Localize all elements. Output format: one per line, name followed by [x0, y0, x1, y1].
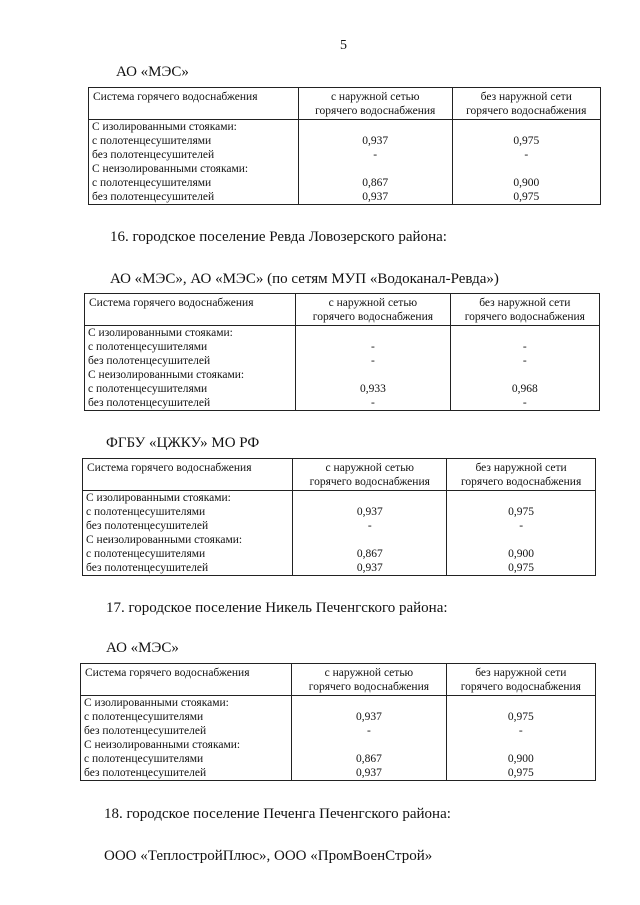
header-without-network: [446, 664, 595, 696]
value-without-network: [446, 696, 595, 711]
value-without-network: -: [446, 724, 595, 738]
row-label: с полотенцесушителями: [89, 176, 299, 190]
row-label: С изолированными стояками:: [89, 120, 299, 135]
value-without-network: 0,975: [452, 134, 601, 148]
page-number: 5: [340, 38, 347, 53]
value-without-network: [452, 120, 601, 135]
value-without-network: 0,900: [447, 547, 596, 561]
org-heading-mes-nikel: АО «МЭС»: [106, 640, 179, 656]
value-with-network: 0,937: [293, 505, 447, 519]
row-label: без полотенцесушителей: [83, 561, 293, 576]
table-row: [81, 710, 596, 724]
row-label: без полотенцесушителей: [85, 396, 296, 411]
header-without-network-line1: без наружной сети: [480, 91, 572, 103]
value-without-network: [450, 368, 599, 382]
header-without-network-line2: горячего водоснабжения: [466, 105, 587, 117]
row-label: с полотенцесушителями: [81, 752, 292, 766]
tariff-table-fgbu: [82, 458, 596, 576]
row-label: без полотенцесушителей: [89, 148, 299, 162]
row-label: с полотенцесушителями: [81, 710, 292, 724]
row-label: без полотенцесушителей: [89, 190, 299, 205]
row-label: с полотенцесушителями: [83, 547, 293, 561]
header-without-network-line1: без наружной сети: [479, 297, 571, 309]
value-without-network: [450, 326, 599, 341]
org-heading-teplostroy: ООО «ТеплостройПлюс», ООО «ПромВоенСтрой»: [104, 848, 433, 864]
value-with-network: 0,937: [292, 710, 447, 724]
value-with-network: [296, 368, 451, 382]
header-without-network: [447, 459, 596, 491]
row-label: С изолированными стояками:: [83, 491, 293, 506]
row-label: без полотенцесушителей: [83, 519, 293, 533]
value-with-network: 0,867: [298, 176, 452, 190]
row-label: с полотенцесушителями: [85, 382, 296, 396]
table-row: [81, 766, 596, 781]
value-with-network: 0,867: [292, 752, 447, 766]
row-label: С изолированными стояками:: [85, 326, 296, 341]
header-system: Система горячего водоснабжения: [81, 664, 292, 696]
value-without-network: 0,968: [450, 382, 599, 396]
table-row: [85, 396, 600, 411]
value-without-network: 0,975: [447, 561, 596, 576]
header-without-network-line2: горячего водоснабжения: [460, 476, 582, 488]
table-row: [83, 505, 596, 519]
table-row: [83, 533, 596, 547]
row-label: с полотенцесушителями: [89, 134, 299, 148]
table-row: [81, 752, 596, 766]
header-with-network: [293, 459, 447, 491]
table-row: [81, 738, 596, 752]
section-18-title: 18. городское поселение Печенга Печенгского района:: [104, 806, 451, 822]
value-with-network: -: [298, 148, 452, 162]
value-without-network: [446, 738, 595, 752]
tariff-table-mes-1: [88, 87, 601, 205]
value-without-network: 0,975: [446, 710, 595, 724]
table-row: [81, 724, 596, 738]
header-with-network-line1: с наружной сетью: [324, 667, 414, 679]
table-row: [85, 354, 600, 368]
value-without-network: -: [450, 354, 599, 368]
row-label: С неизолированными стояками:: [85, 368, 296, 382]
value-with-network: [298, 120, 452, 135]
header-without-network: [450, 294, 599, 326]
value-without-network: 0,975: [446, 766, 595, 781]
row-label: без полотенцесушителей: [85, 354, 296, 368]
value-without-network: [447, 533, 596, 547]
table-row: [89, 148, 601, 162]
header-with-network-line2: горячего водоснабжения: [309, 476, 430, 488]
value-with-network: 0,937: [293, 561, 447, 576]
row-label: С неизолированными стояками:: [89, 162, 299, 176]
table-row: [89, 176, 601, 190]
value-without-network: -: [452, 148, 601, 162]
header-with-network-line1: с наружной сетью: [325, 462, 415, 474]
org-heading-mes-revda: АО «МЭС», АО «МЭС» (по сетям МУП «Водоканал-Ревда»): [110, 271, 499, 287]
header-without-network-line1: без наружной сети: [475, 462, 567, 474]
value-with-network: [293, 491, 447, 506]
header-with-network: [292, 664, 447, 696]
table-row: [83, 491, 596, 506]
header-with-network-line2: горячего водоснабжения: [315, 105, 436, 117]
row-label: с полотенцесушителями: [85, 340, 296, 354]
table-row: [89, 120, 601, 135]
value-with-network: -: [296, 340, 451, 354]
value-with-network: [298, 162, 452, 176]
value-without-network: -: [450, 340, 599, 354]
value-without-network: [452, 162, 601, 176]
section-17-title: 17. городское поселение Никель Печенгского района:: [106, 600, 448, 616]
header-system: Система горячего водоснабжения: [83, 459, 293, 491]
org-heading-mes-1: АО «МЭС»: [116, 64, 189, 80]
table-header-row: [85, 294, 600, 326]
table-header-row: [89, 88, 601, 120]
table-header-row: [81, 664, 596, 696]
section-16-title: 16. городское поселение Ревда Ловозерского района:: [110, 229, 447, 245]
header-with-network-line1: с наружной сетью: [328, 297, 418, 309]
header-without-network-line1: без наружной сети: [475, 667, 567, 679]
value-without-network: [447, 491, 596, 506]
row-label: С неизолированными стояками:: [81, 738, 292, 752]
table-row: [83, 519, 596, 533]
table-row: [85, 382, 600, 396]
header-without-network-line2: горячего водоснабжения: [464, 311, 585, 323]
row-label: без полотенцесушителей: [81, 766, 292, 781]
value-with-network: 0,937: [298, 134, 452, 148]
value-without-network: -: [447, 519, 596, 533]
value-without-network: 0,975: [452, 190, 601, 205]
table-row: [83, 547, 596, 561]
table-row: [85, 368, 600, 382]
header-system: Система горячего водоснабжения: [89, 88, 299, 120]
header-with-network-line1: с наружной сетью: [330, 91, 420, 103]
value-with-network: -: [296, 396, 451, 411]
row-label: С изолированными стояками:: [81, 696, 292, 711]
value-without-network: 0,900: [452, 176, 601, 190]
org-heading-fgbu: ФГБУ «ЦЖКУ» МО РФ: [106, 435, 260, 451]
value-without-network: 0,900: [446, 752, 595, 766]
value-with-network: 0,937: [298, 190, 452, 205]
table-row: [83, 561, 596, 576]
table-row: [89, 162, 601, 176]
value-without-network: 0,975: [447, 505, 596, 519]
row-label: без полотенцесушителей: [81, 724, 292, 738]
value-with-network: -: [292, 724, 447, 738]
header-with-network-line2: горячего водоснабжения: [312, 311, 434, 323]
table-row: [85, 340, 600, 354]
table-row: [89, 190, 601, 205]
header-system: Система горячего водоснабжения: [85, 294, 296, 326]
tariff-table-mes-nikel: [80, 663, 596, 781]
table-row: [85, 326, 600, 341]
value-with-network: 0,867: [293, 547, 447, 561]
header-with-network-line2: горячего водоснабжения: [308, 681, 430, 693]
value-with-network: [292, 696, 447, 711]
value-with-network: [296, 326, 451, 341]
value-with-network: -: [293, 519, 447, 533]
header-with-network: [298, 88, 452, 120]
value-with-network: 0,933: [296, 382, 451, 396]
header-without-network: [452, 88, 601, 120]
header-without-network-line2: горячего водоснабжения: [460, 681, 581, 693]
row-label: С неизолированными стояками:: [83, 533, 293, 547]
header-with-network: [296, 294, 451, 326]
table-row: [89, 134, 601, 148]
value-without-network: -: [450, 396, 599, 411]
value-with-network: 0,937: [292, 766, 447, 781]
table-header-row: [83, 459, 596, 491]
value-with-network: [292, 738, 447, 752]
table-row: [81, 696, 596, 711]
tariff-table-mes-revda: [84, 293, 600, 411]
row-label: с полотенцесушителями: [83, 505, 293, 519]
value-with-network: [293, 533, 447, 547]
value-with-network: -: [296, 354, 451, 368]
